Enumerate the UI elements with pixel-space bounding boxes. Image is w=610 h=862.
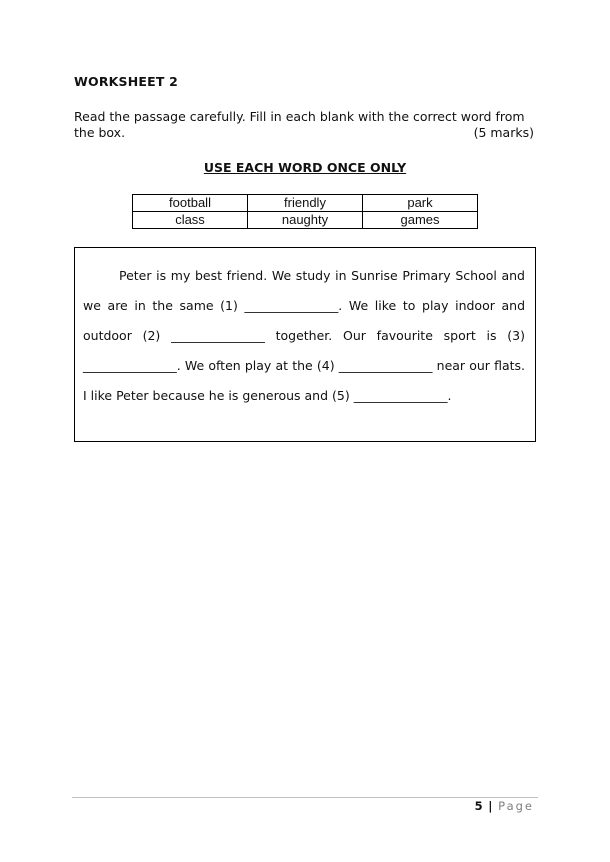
footer-divider — [72, 797, 538, 798]
page-number: 5 — [474, 799, 483, 813]
marks-label: (5 marks) — [473, 125, 534, 140]
passage-text — [83, 261, 525, 411]
worksheet-title: WORKSHEET 2 — [74, 74, 179, 89]
word-cell: football — [133, 195, 248, 212]
passage-segment: near our flats. I like Peter because he is generous and (5) — [83, 358, 525, 403]
word-box-row — [133, 212, 478, 229]
passage-segment: . — [447, 388, 452, 403]
passage-segment: together. Our favourite sport is (3) — [264, 328, 526, 343]
footer-separator: | — [488, 799, 493, 813]
word-cell: class — [133, 212, 248, 229]
word-cell: park — [363, 195, 478, 212]
passage-segment: . We often play at the (4) — [176, 358, 339, 373]
instructions-line-1: Read the passage carefully. Fill in each blank with the correct word from — [74, 109, 525, 124]
blank-4[interactable]: _______________ — [338, 358, 433, 373]
passage-segment: Peter is my best friend. We study in Sunrise Primary School and we are in the same (1) — [83, 268, 525, 313]
page-label: Page — [498, 799, 534, 813]
word-box — [132, 194, 478, 229]
word-cell: games — [363, 212, 478, 229]
instructions-line-2: the box. — [74, 125, 126, 140]
blank-5[interactable]: _______________ — [353, 388, 448, 403]
blank-2[interactable]: _______________ — [171, 328, 265, 343]
word-cell: naughty — [248, 212, 363, 229]
word-box-row — [133, 195, 478, 212]
word-cell: friendly — [248, 195, 363, 212]
blank-1[interactable]: _______________ — [244, 298, 339, 313]
passage-segment: . We like to play indoor and outdoor (2) — [83, 298, 526, 343]
passage-box — [74, 247, 536, 442]
instructions — [74, 109, 534, 141]
blank-3[interactable]: _______________ — [83, 358, 177, 373]
page-footer — [475, 799, 534, 813]
rule-heading: USE EACH WORD ONCE ONLY — [203, 160, 407, 175]
